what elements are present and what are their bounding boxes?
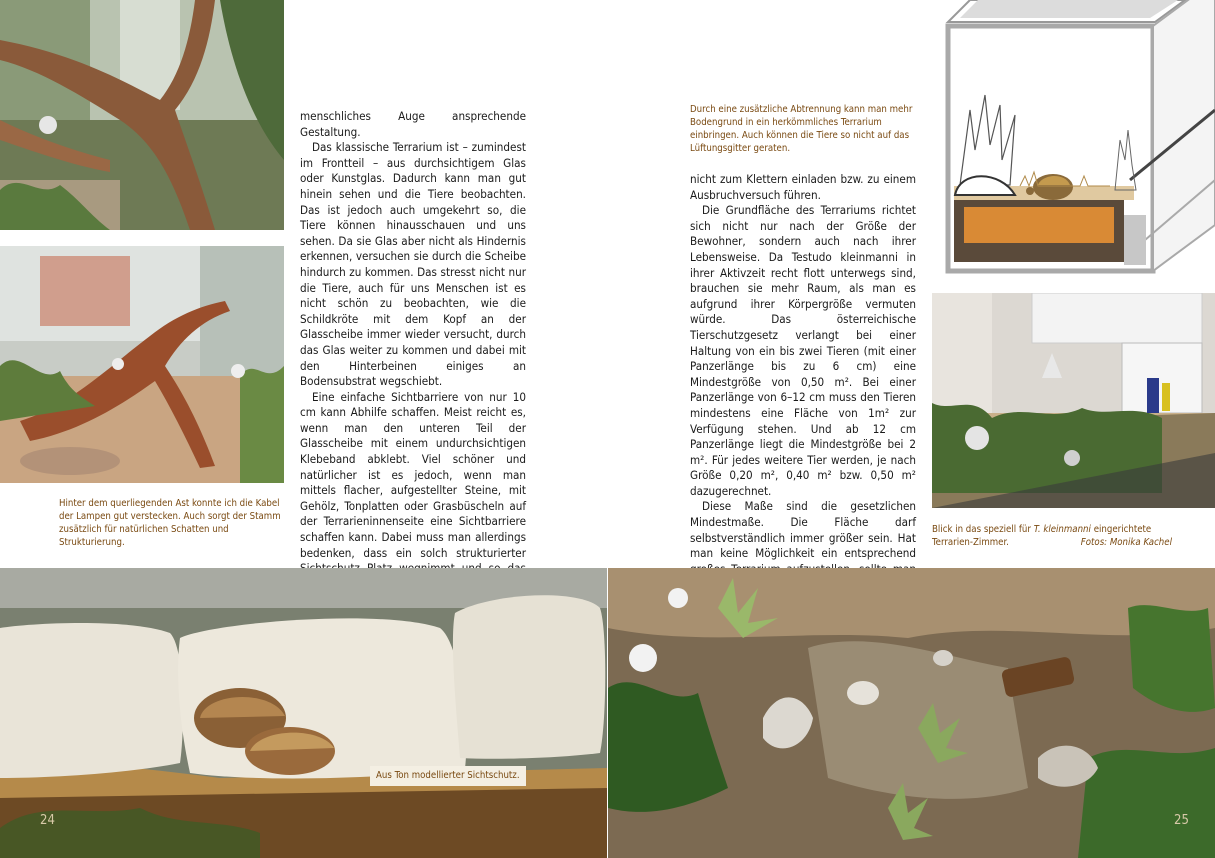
caption-room-suffix: eingerichtete Terrarien-Zimmer. [932,524,1152,548]
caption-divider: Durch eine zusätzliche Abtrennung kann man mehr Bodengrund in ein herkömmliches Terrarium einbringen. Auch können die Tiere so nicht auf das Lüftungsgitter geraten. [690,104,913,154]
photo-driftwood-top [0,0,284,230]
paragraph: Diese Maße sind die gesetzlichen Mindestmaße. Die Fläche darf selbstverständlich immer größer sein. Hat man keine Möglichkeit ein entsprechend [690,499,916,561]
caption-clay: Aus Ton modellierter Sichtschutz. [370,766,526,786]
page-number-right: 25 [1174,813,1189,828]
photo-terrarium-room [932,293,1215,508]
page-number-left: 24 [40,813,55,828]
paragraph: Die Grundfläche des Terrariums richtet sich nicht nur nach der Größe der Bewohner, sondern auch nach ihrer Lebensweise. Da Testudo kleinmanni in ihrer Aktivzeit recht flott unterwegs sind, brauchen sie mehr Raum, als man es aufgrund ihrer Körpergröße vermuten würde. Das österreichische Tierschutzgesetz verlangt bei einer Haltung von ein bis zwei Tieren (mit einer Panzerlänge bis zu 6 cm) eine Mindestgröße von 0,50 m². Bei einer Panzerlänge von 6–12 cm muss den Tieren mindestens eine Fläche von 1m² zur Verfügung stehen. Und ab 12 cm Panzerlänge liegt die Mindestgröße bei 2 m². Für jedes weitere Tier werden, je nach Größe 0,20 m², 0,40 m² bzw. 0,50 m² dazugerechnet. [690,203,916,498]
photo-clay-barrier [0,568,607,858]
paragraph: Eine einfache Sichtbarriere von nur 10 cm kann Abhilfe schaffen. Meist reicht es, wenn man den unteren Teil der Glasscheibe mit einem undurchsichtigen Klebeband abklebt. Viel schöner und natürlicher ist es jedoch, wenn man mittels flacher, aufgestellter Steine, mit Gehölz, Tonplatten oder Grasbüscheln auf der Terrarieninnenseite eine Sichtbarriere schaffen kann. Dabei muss man allerdings bedenken, dass ein solch strukturierter [300,389,526,560]
caption-branch: Hinter dem querliegenden Ast konnte ich die Kabel der Lampen gut verstecken. Auch sorgt der Stamm zusätzlich für natürlichen Schatten und Strukturierung. [59,498,281,548]
left-text-column [300,109,526,608]
caption-room [932,523,1172,549]
terrarium-diagram [930,0,1215,285]
caption-room-species: T. kleinmanni [1033,524,1091,535]
caption-room-prefix: Blick in das speziell für [932,524,1031,535]
paragraph: nicht zum Klettern einladen bzw. zu einem Ausbruchversuch führen. [690,172,916,202]
photo-terrarium-topview [608,568,1215,858]
paragraph: menschliches Auge ansprechende Gestaltung. [300,109,526,139]
photo-driftwood-wide [0,246,284,483]
paragraph: Das klassische Terrarium ist – zumindest im Frontteil – aus durchsichtigem Glas oder Kunstglas. Dadurch kann man gut hinein sehen und die Tiere beobachten. Das ist jedoch auch umgekehrt so, die Tiere können hinausschauen und uns sehen. Da sie Glas aber nicht als Hindernis erkennen, versuchen sie durch die Scheibe hindurch zu kommen. Das stresst nicht nur die Tiere, auch für uns Menschen ist es nicht schön zu beobachten, wie die Schildkröte mit dem Kopf an der Glasscheibe immer wieder versucht, durch das Glas weiter zu kommen und dabei mit den Hinterbeinen einiges an Bodensubstrat wegschiebt. [300,140,526,389]
right-text-column [690,172,916,609]
photo-credit: Fotos: Monika Kachel [1080,537,1172,548]
